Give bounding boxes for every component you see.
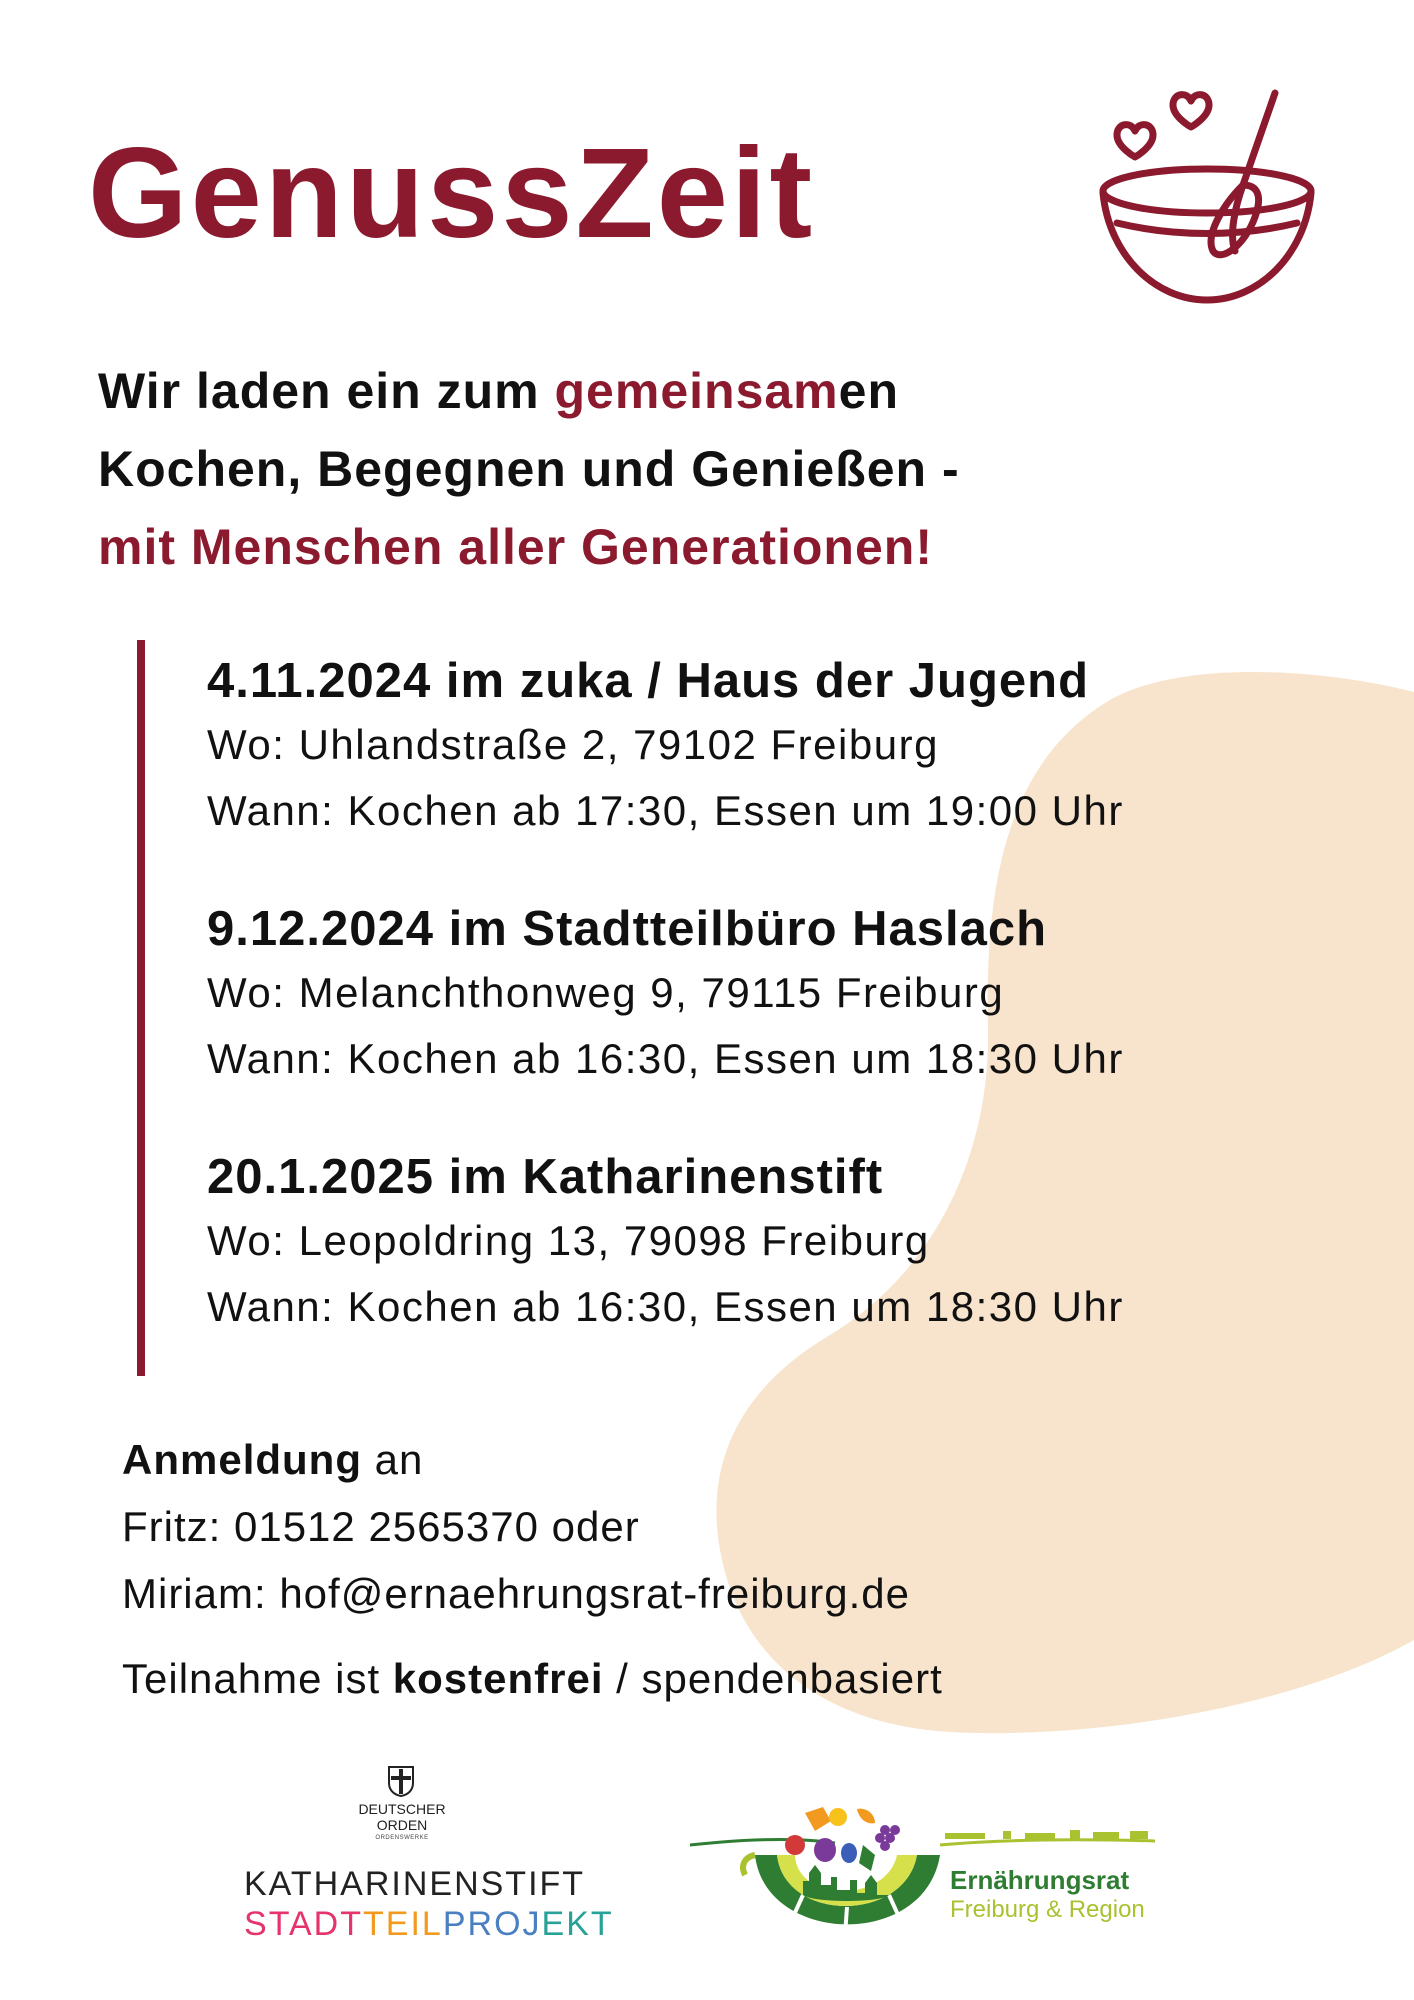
event-time: Wann: Kochen ab 17:30, Essen um 19:00 Uhr — [207, 787, 1124, 834]
accent-bar — [137, 640, 145, 1376]
ernaehrungsrat-logo — [685, 1795, 1205, 1955]
event-title: 20.1.2025 im Katharinenstift — [207, 1150, 884, 1204]
event-item — [207, 650, 1307, 844]
event-time: Wann: Kochen ab 16:30, Essen um 18:30 Uhr — [207, 1283, 1124, 1330]
stadtteilprojekt-name — [244, 1905, 614, 1944]
stadtteilprojekt-letter: T — [268, 1905, 289, 1943]
deutscher-orden-text: DEUTSCHER ORDEN — [358, 1801, 446, 1833]
ernaehrungsrat-name: Ernährungsrat — [950, 1865, 1130, 1895]
stadtteilprojekt-letter: S — [244, 1905, 269, 1943]
katharinenstift-name: KATHARINENSTIFT — [244, 1865, 586, 1903]
event-item — [207, 1146, 1307, 1340]
mixing-bowl-icon — [1095, 85, 1325, 310]
stadtteilprojekt-letter: P — [442, 1905, 468, 1943]
registration-phone: Fritz: 01512 2565370 oder — [122, 1503, 640, 1550]
page-title: GenussZeit — [88, 122, 816, 265]
stadtteilprojekt-letter: K — [566, 1905, 591, 1943]
registration-info — [122, 1426, 910, 1627]
stadtteilprojekt-letter: D — [313, 1905, 341, 1943]
stadtteilprojekt-letter: L — [421, 1905, 443, 1943]
fee-info: Teilnahme ist kostenfrei / spendenbasiert — [122, 1655, 943, 1702]
ordenswerke-text: ORDENSWERKE — [375, 1835, 429, 1841]
deutscher-orden-cross-icon — [387, 1765, 415, 1797]
event-list — [207, 650, 1307, 1394]
event-time: Wann: Kochen ab 16:30, Essen um 18:30 Uhr — [207, 1035, 1124, 1082]
stadtteilprojekt-letter: O — [494, 1905, 523, 1943]
event-location: Wo: Leopoldring 13, 79098 Freiburg — [207, 1217, 930, 1264]
katharinenstift-logo — [240, 1765, 614, 1945]
stadtteilprojekt-letter: T — [590, 1905, 614, 1943]
ernaehrungsrat-region: Freiburg & Region — [950, 1896, 1145, 1923]
registration-heading: Anmeldung an — [122, 1436, 424, 1483]
intro-line-2: Kochen, Begegnen und Genießen - — [98, 441, 960, 497]
stadtteilprojekt-letter: R — [467, 1905, 495, 1943]
stadtteilprojekt-letter: T — [362, 1905, 386, 1943]
stadtteilprojekt-letter: T — [340, 1905, 363, 1943]
intro-text — [98, 352, 1098, 586]
event-location: Wo: Melanchthonweg 9, 79115 Freiburg — [207, 969, 1005, 1016]
event-location: Wo: Uhlandstraße 2, 79102 Freiburg — [207, 721, 939, 768]
stadtteilprojekt-letter: E — [385, 1905, 411, 1943]
stadtteilprojekt-letter: I — [410, 1905, 422, 1943]
intro-line-1: Wir laden ein zum gemeinsamen — [98, 363, 899, 419]
intro-line-3: mit Menschen aller Generationen! — [98, 519, 933, 575]
event-item — [207, 898, 1307, 1092]
stadtteilprojekt-letter: J — [522, 1905, 542, 1943]
stadtteilprojekt-letter: A — [288, 1905, 314, 1943]
event-title: 9.12.2024 im Stadtteilbüro Haslach — [207, 902, 1048, 956]
stadtteilprojekt-letter: E — [541, 1905, 567, 1943]
registration-email[interactable]: Miriam: hof@ernaehrungsrat-freiburg.de — [122, 1570, 910, 1617]
event-title: 4.11.2024 im zuka / Haus der Jugend — [207, 654, 1089, 708]
